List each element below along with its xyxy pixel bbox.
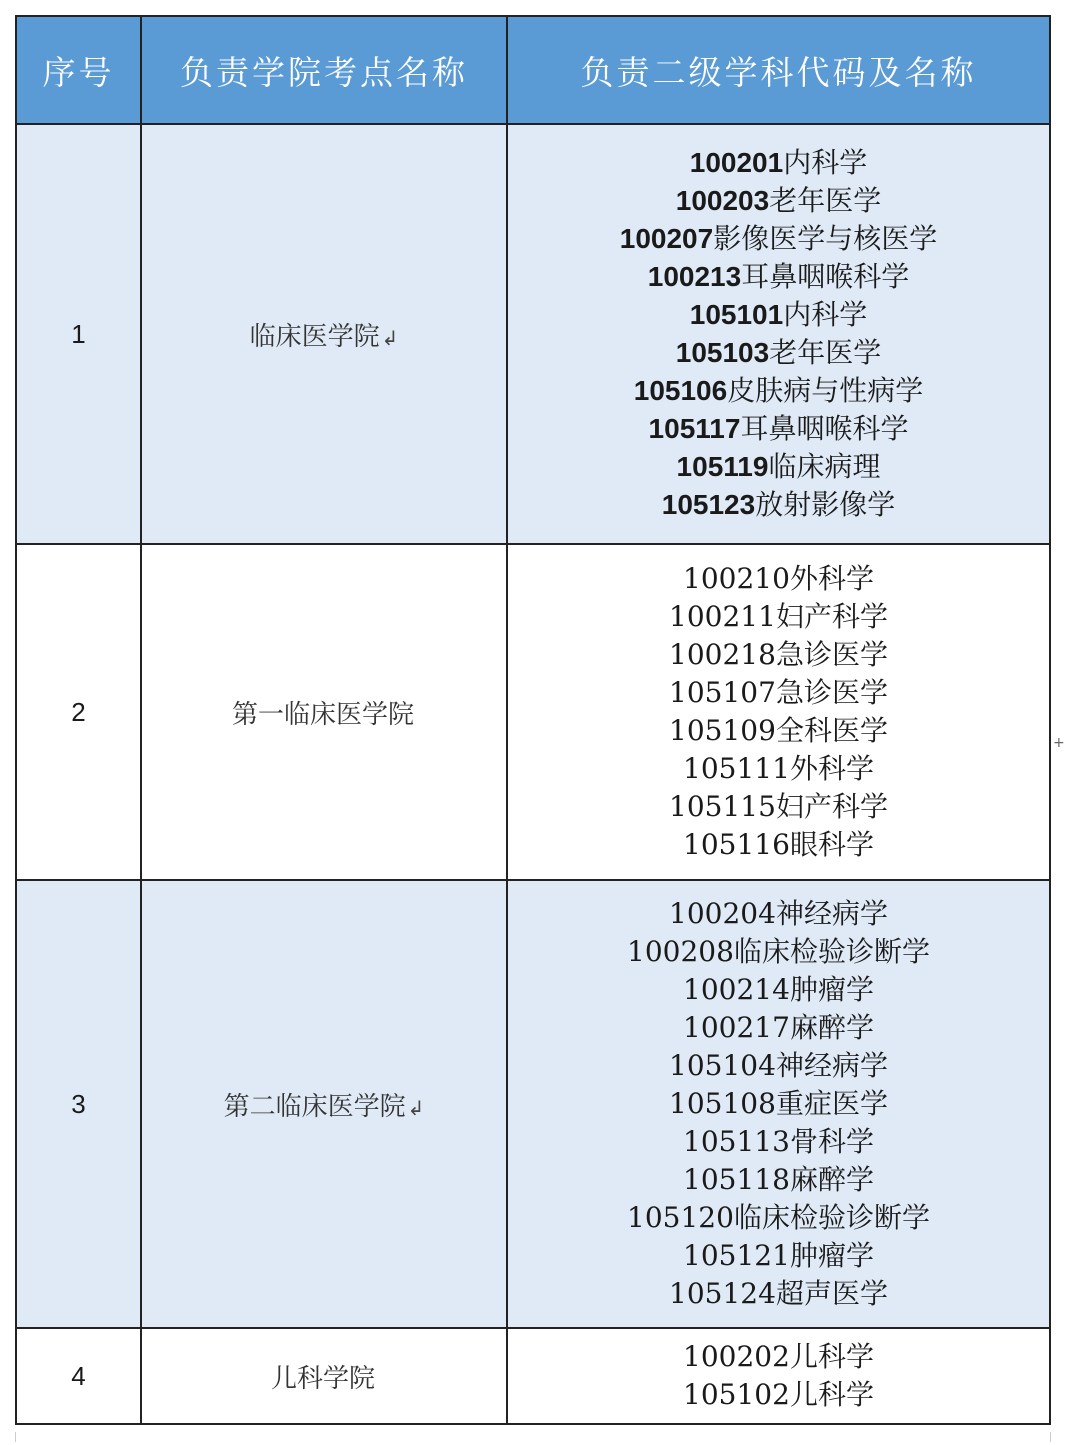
subject-name: 耳鼻咽喉科学 [740,412,909,445]
table-row [16,1328,1050,1424]
subject-item [508,1123,1049,1161]
subject-item [508,1047,1049,1085]
header-college: 负责学院考点名称 [141,16,507,124]
table-row [16,544,1050,880]
subject-item [508,1009,1049,1047]
row-number: 1 [16,124,141,544]
subject-item [508,933,1049,971]
subject-code: 105115 [669,790,776,823]
subject-code: 105103 [675,337,770,368]
subject-code: 105108 [669,1087,776,1120]
subject-name: 重症医学 [775,1087,888,1120]
subject-code: 100213 [647,261,742,292]
subject-code: 105124 [669,1277,776,1310]
subject-code: 105119 [676,451,769,482]
subject-code: 100202 [683,1340,790,1373]
subject-item [508,788,1049,826]
subject-item [508,895,1049,933]
subject-name: 耳鼻咽喉科学 [741,260,910,293]
subject-name: 内科学 [783,298,868,331]
subject-name: 眼科学 [789,828,874,861]
subject-name: 肿瘤学 [789,1239,874,1272]
subject-name: 全科医学 [775,714,888,747]
subject-name: 临床检验诊断学 [733,1201,930,1234]
subject-name: 老年医学 [769,184,882,217]
subject-item [508,1237,1049,1275]
subject-item [508,826,1049,864]
subject-code: 100208 [627,935,734,968]
subject-name: 妇产科学 [775,600,888,633]
sheet-bottom-edge [15,1432,1051,1442]
subject-code: 100204 [669,897,776,930]
subject-item [508,182,1049,220]
subject-list [508,1338,1049,1414]
subject-code: 105116 [683,828,790,861]
college-name: 临床医学院 [249,321,380,352]
subject-code: 105101 [689,299,784,330]
subject-item [508,598,1049,636]
subject-item [508,712,1049,750]
header-no: 序号 [16,16,141,124]
subject-list-cell [507,544,1050,880]
subject-list [508,144,1049,524]
college-name-cell [141,124,507,544]
subject-name: 神经病学 [775,1049,888,1082]
subject-item [508,486,1049,524]
subject-code: 105102 [683,1378,790,1411]
subject-name: 皮肤病与性病学 [727,374,924,407]
subject-code: 100211 [669,600,776,633]
subject-name: 老年医学 [769,336,882,369]
subject-name: 内科学 [783,146,868,179]
subject-list [508,560,1049,864]
college-name: 第一临床医学院 [231,699,414,730]
subject-item [508,1085,1049,1123]
row-number: 4 [16,1328,141,1424]
subject-item [508,448,1049,486]
subject-code: 100201 [689,147,784,178]
paragraph-mark: ↲ [381,325,399,350]
subject-item [508,296,1049,334]
subject-code: 105106 [633,375,728,406]
college-name: 第二临床医学院 [223,1091,406,1122]
subject-item [508,674,1049,712]
subject-code: 100210 [683,562,790,595]
subject-code: 100217 [683,1011,790,1044]
subject-name: 骨科学 [789,1125,874,1158]
subject-code: 105109 [669,714,776,747]
subject-code: 105118 [683,1163,790,1196]
subject-item [508,971,1049,1009]
subject-code: 105123 [661,489,756,520]
subject-name: 神经病学 [775,897,888,930]
subject-name: 麻醉学 [789,1011,874,1044]
subject-code: 105104 [669,1049,776,1082]
subject-code: 105120 [627,1201,734,1234]
table-row [16,124,1050,544]
college-name-cell [141,1328,507,1424]
subject-name: 放射影像学 [755,488,896,521]
subject-code: 100207 [619,223,714,254]
subject-assignment-table [15,15,1051,1425]
header-row [16,16,1050,124]
subject-code: 105113 [683,1125,790,1158]
subject-name: 超声医学 [775,1277,888,1310]
subject-item [508,1275,1049,1313]
subject-name: 临床病理 [768,450,881,483]
subject-list-cell [507,880,1050,1328]
subject-code: 105107 [669,676,776,709]
subject-item [508,1161,1049,1199]
row-number: 3 [16,880,141,1328]
subject-name: 外科学 [789,562,874,595]
subject-code: 100203 [675,185,770,216]
subject-item [508,410,1049,448]
subject-code: 100214 [683,973,790,1006]
subject-item [508,1376,1049,1414]
subject-code: 105121 [683,1239,790,1272]
header-subjects: 负责二级学科代码及名称 [507,16,1050,124]
subject-code: 100218 [669,638,776,671]
subject-name: 临床检验诊断学 [733,935,930,968]
subject-name: 影像医学与核医学 [713,222,938,255]
table-row [16,880,1050,1328]
subject-item [508,372,1049,410]
subject-item [508,1199,1049,1237]
subject-name: 肿瘤学 [789,973,874,1006]
subject-name: 妇产科学 [775,790,888,823]
college-name-cell [141,880,507,1328]
subject-list-cell [507,124,1050,544]
subject-name: 儿科学 [789,1378,874,1411]
subject-item [508,144,1049,182]
subject-item [508,1338,1049,1376]
subject-name: 急诊医学 [775,676,888,709]
row-number: 2 [16,544,141,880]
paragraph-mark: ↲ [407,1095,425,1120]
college-name-cell [141,544,507,880]
subject-item [508,750,1049,788]
subject-name: 急诊医学 [775,638,888,671]
subject-item [508,334,1049,372]
stray-cursor-mark: + [1053,735,1065,751]
subject-name: 儿科学 [789,1340,874,1373]
subject-name: 外科学 [789,752,874,785]
subject-code: 105111 [683,752,790,785]
subject-item [508,560,1049,598]
subject-item [508,636,1049,674]
subject-list [508,895,1049,1313]
subject-code: 105117 [648,413,741,444]
subject-name: 麻醉学 [789,1163,874,1196]
subject-item [508,220,1049,258]
college-name: 儿科学院 [270,1363,375,1394]
subject-item [508,258,1049,296]
subject-list-cell [507,1328,1050,1424]
